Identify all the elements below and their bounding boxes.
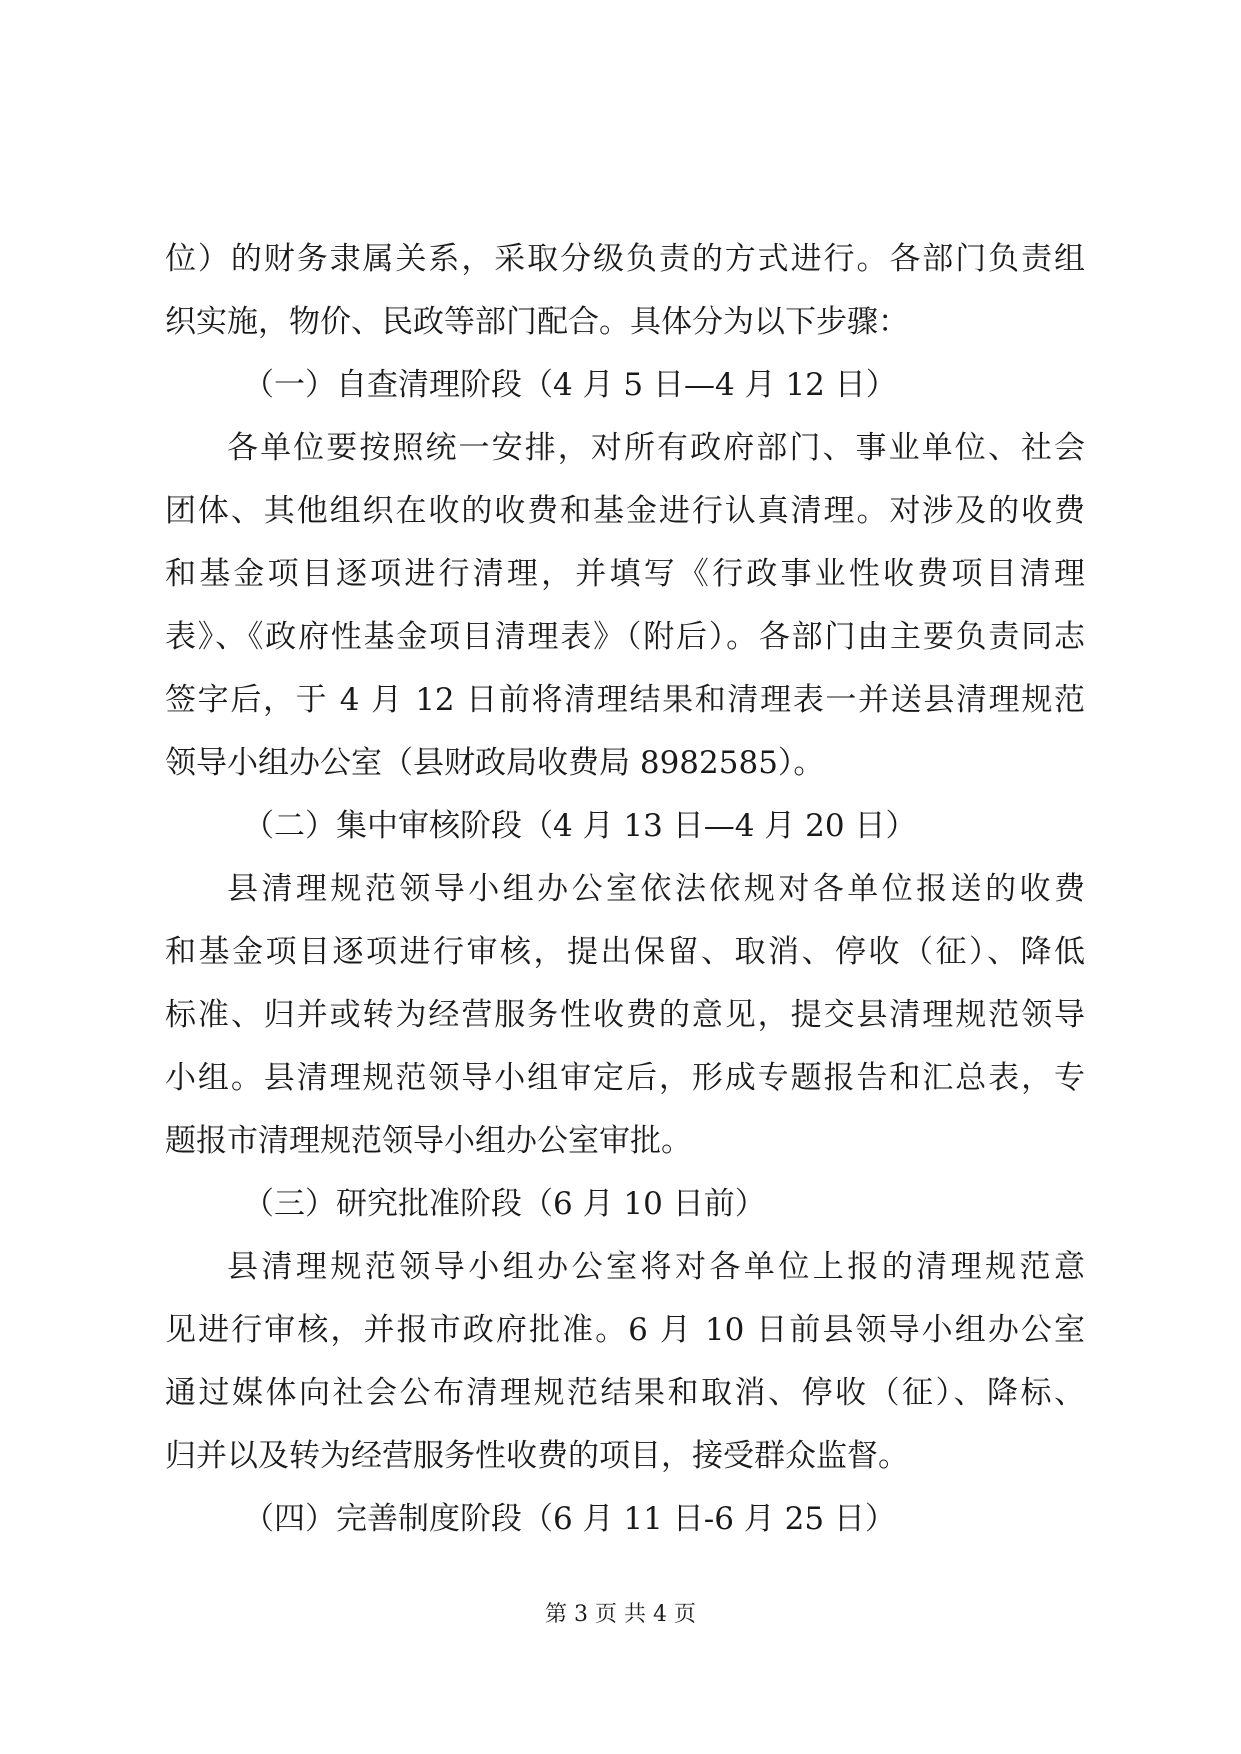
section-heading-2: （二）集中审核阶段（4 月 13 日—4 月 20 日）: [243, 808, 917, 844]
paragraph-line: 归并以及转为经营服务性收费的项目，接受群众监督。: [165, 1438, 909, 1474]
page-number: 第 3 页 共 4 页: [545, 1602, 696, 1627]
paragraph-line: 标准、归并或转为经营服务性收费的意见，提交县清理规范领导: [165, 997, 1085, 1033]
paragraph-line: 和基金项目逐项进行审核，提出保留、取消、停收（征）、降低: [165, 934, 1085, 970]
paragraph-line: 和基金项目逐项进行清理，并填写《行政事业性收费项目清理: [165, 556, 1085, 592]
paragraph-line: 县清理规范领导小组办公室依法依规对各单位报送的收费: [227, 871, 1085, 907]
paragraph-line: 各单位要按照统一安排，对所有政府部门、事业单位、社会: [227, 430, 1085, 466]
paragraph-line: 位）的财务隶属关系，采取分级负责的方式进行。各部门负责组: [165, 241, 1085, 277]
page-footer: [0, 1600, 1241, 1630]
paragraph-line: 题报市清理规范领导小组办公室审批。: [165, 1123, 692, 1159]
document-body: [165, 228, 1085, 1551]
section-heading-1: （一）自查清理阶段（4 月 5 日—4 月 12 日）: [243, 367, 897, 403]
paragraph-line: 通过媒体向社会公布清理规范结果和取消、停收（征）、降标、: [165, 1375, 1085, 1411]
paragraph-line: 签字后，于 4 月 12 日前将清理结果和清理表一并送县清理规范: [165, 682, 1085, 718]
paragraph-line: 见进行审核，并报市政府批准。6 月 10 日前县领导小组办公室: [165, 1312, 1085, 1348]
paragraph-line: 领导小组办公室（县财政局收费局 8982585）。: [165, 745, 825, 781]
section-heading-3: （三）研究批准阶段（6 月 10 日前）: [243, 1186, 766, 1222]
paragraph-line: 表》、《政府性基金项目清理表》（附后）。各部门由主要负责同志: [165, 619, 1085, 655]
paragraph-line: 团体、其他组织在收的收费和基金进行认真清理。对涉及的收费: [165, 493, 1085, 529]
paragraph-line: 织实施，物价、民政等部门配合。具体分为以下步骤：: [165, 304, 909, 340]
section-heading-4: （四）完善制度阶段（6 月 11 日-6 月 25 日）: [243, 1501, 896, 1537]
paragraph-line: 县清理规范领导小组办公室将对各单位上报的清理规范意: [227, 1249, 1085, 1285]
paragraph-line: 小组。县清理规范领导小组审定后，形成专题报告和汇总表，专: [165, 1060, 1085, 1096]
